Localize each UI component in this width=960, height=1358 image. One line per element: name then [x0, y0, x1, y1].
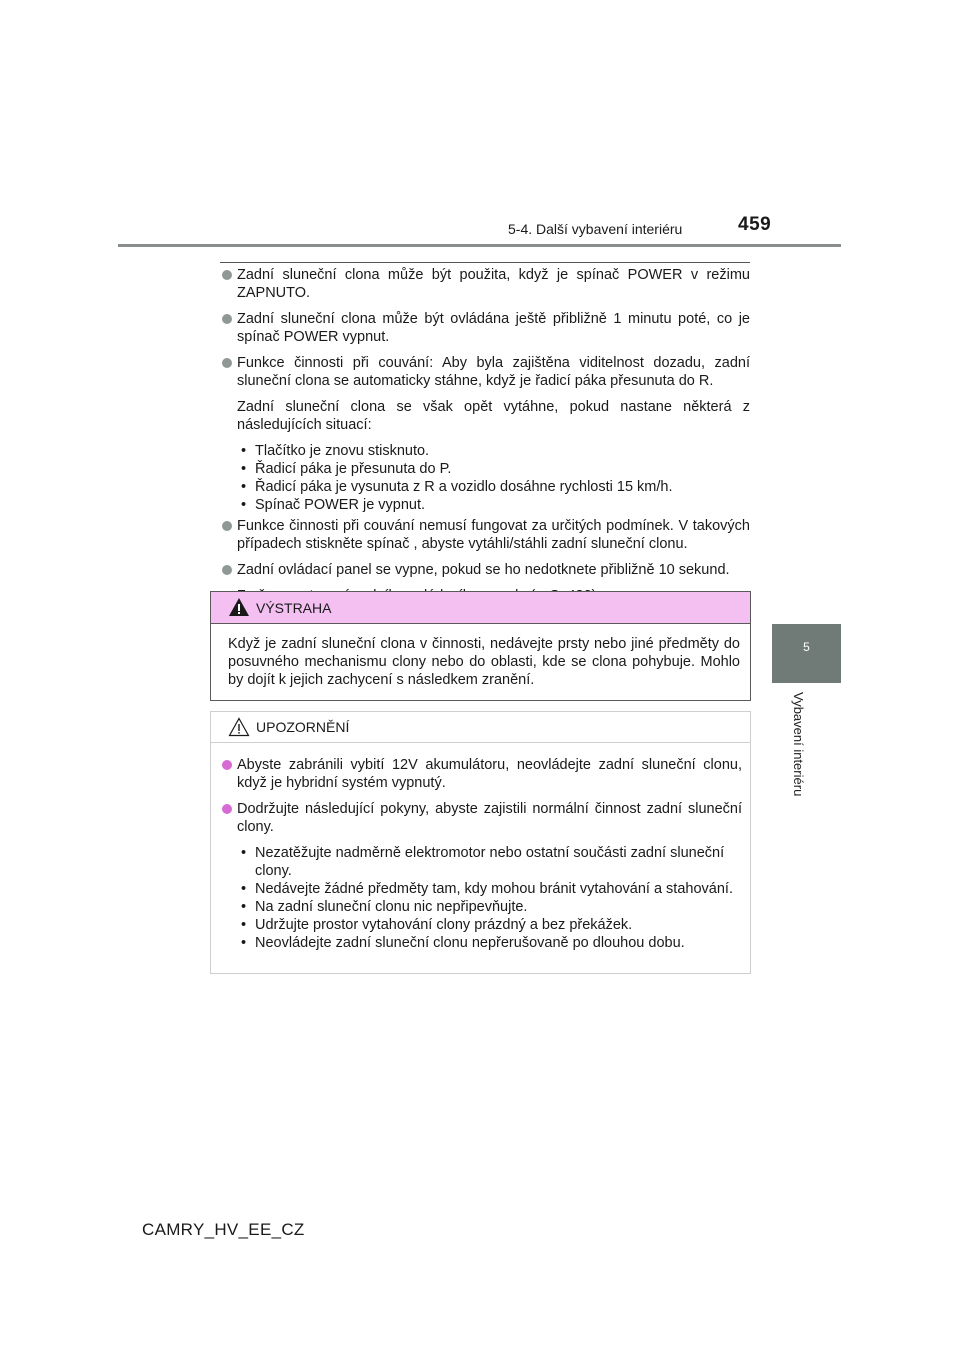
warning-box: [210, 591, 751, 701]
sub-list-item: • Řadicí páka je přesunuta do P.: [241, 461, 452, 477]
sub-list-item: • Řadicí páka je vysunuta z R a vozidlo dosáhne rychlosti 15 km/h.: [241, 479, 673, 495]
sub-list-item: • Na zadní sluneční clonu nic nepřipevňujte.: [241, 899, 528, 915]
footer-code: CAMRY_HV_EE_CZ: [142, 1220, 305, 1239]
bullet-icon: [222, 314, 232, 324]
bullet-icon: [222, 804, 232, 814]
reverse-conditions-list: [220, 442, 750, 514]
caution-header: [211, 712, 750, 743]
sub-list-item: • Udržujte prostor vytahování clony prázdný a bez překážek.: [241, 917, 633, 933]
sub-list-item: • Nedávejte žádné předměty tam, kdy mohou bránit vytahování a stahování.: [241, 881, 733, 897]
content-top-divider: [220, 262, 750, 263]
chapter-tab-label: Vybavení interiéru: [791, 692, 806, 797]
bullet-icon: [222, 521, 232, 531]
list-item: Abyste zabránili vybití 12V akumulátoru, neovládejte zadní sluneční clonu, když je hybridní systém vypnutý.: [220, 756, 742, 792]
caution-box: [210, 711, 751, 974]
list-item: Funkce činnosti při couvání nemusí fungovat za určitých podmínek. V takových případech stiskněte spínač , abyste vytáhli/stáhli zadní sluneční clonu.: [220, 517, 750, 553]
warning-title: VÝSTRAHA: [256, 600, 332, 616]
sub-list-item: • Neovládejte zadní sluneční clonu nepřerušovaně po dlouhou dobu.: [241, 935, 685, 951]
bullet-icon: [222, 760, 232, 770]
bullet-icon: [222, 565, 232, 575]
header-divider: [118, 244, 841, 247]
warning-header: [211, 592, 750, 624]
chapter-tab: [772, 624, 841, 683]
sub-list-item: • Nezatěžujte nadměrně elektromotor nebo ostatní součásti zadní sluneční clony.: [241, 845, 725, 879]
list-item: Zadní sluneční clona může být ovládána ještě přibližně 1 minutu poté, co je spínač POWER vypnut.: [220, 310, 750, 346]
list-item: Dodržujte následující pokyny, abyste zajistili normální činnost zadní sluneční clony.: [220, 800, 742, 836]
page-number: 459: [738, 214, 772, 235]
list-item: Funkce činnosti při couvání: Aby byla zajištěna viditelnost dozadu, zadní sluneční clona se automaticky stáhne, když je řadicí páka přesunuta do R.: [220, 354, 750, 390]
list-item: Zadní sluneční clona může být použita, když je spínač POWER v režimu ZAPNUTO.: [220, 266, 750, 302]
caution-sub-list: [220, 844, 742, 952]
warning-text: Když je zadní sluneční clona v činnosti, nedávejte prsty nebo jiné předměty do posuvného mechanismu clony nebo do oblasti, kde se clona pohybuje. Mohlo by dojít k jejich zachycení s následkem zranění.: [228, 636, 740, 688]
list-item: Zadní ovládací panel se vypne, pokud se ho nedotknete přibližně 10 sekund.: [220, 561, 750, 579]
chapter-tab-number: 5: [803, 640, 810, 654]
caution-content: [220, 756, 742, 955]
caution-triangle-icon: [228, 717, 250, 737]
caution-title: UPOZORNĚNÍ: [256, 719, 350, 735]
sub-list-item: • Spínač POWER je vypnut.: [241, 497, 426, 513]
main-content: [220, 266, 750, 613]
reverse-note: Zadní sluneční clona se však opět vytáhne, pokud nastane některá z následujících situací:: [237, 399, 750, 433]
sub-list-item: • Tlačítko je znovu stisknuto.: [241, 443, 430, 459]
bullet-icon: [222, 358, 232, 368]
section-title: 5-4. Další vybavení interiéru: [508, 221, 683, 237]
warning-triangle-icon: [228, 597, 250, 617]
bullet-icon: [222, 270, 232, 280]
